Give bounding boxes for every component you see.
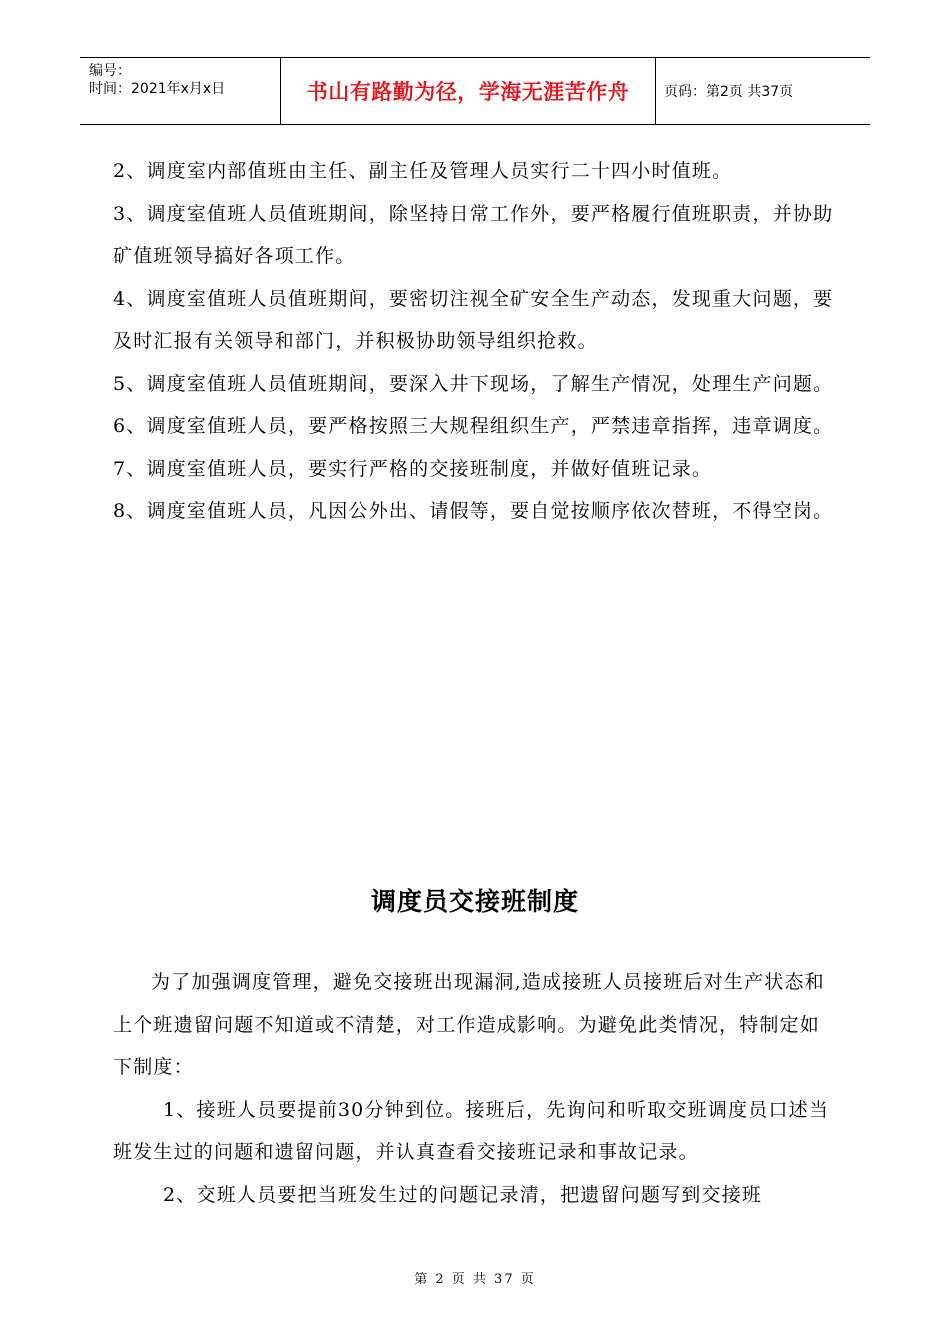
handover-rule-item: 1、接班人员要提前30分钟到位。接班后，先询问和听取交班调度员口述当班发生过的问题和遗留问题，并认真查看交接班记录和事故记录。 — [113, 1098, 830, 1163]
duty-rule-item: 6、调度室值班人员，要严格按照三大规程组织生产，严禁违章指挥，违章调度。 — [113, 415, 834, 437]
handover-intro: 为了加强调度管理，避免交接班出现漏洞,造成接班人员接班后对生产状态和上个班遗留问题不知道或不清楚，对工作造成影响。为避免此类情况，特制定如下制度： — [113, 971, 825, 1078]
document-number-label: 编号： — [89, 63, 131, 79]
duty-rule-item: 7、调度室值班人员，要实行严格的交接班制度，并做好值班记录。 — [113, 457, 713, 480]
header-page-info: 页码：第2页 共37页 — [664, 84, 794, 100]
duty-rule-item: 3、调度室值班人员值班期间，除坚持日常工作外，要严格履行值班职责，并协助矿值班领导搞好各项工作。 — [113, 202, 834, 267]
duty-rule-item: 5、调度室值班人员值班期间，要深入井下现场，了解生产情况，处理生产问题。 — [113, 372, 834, 395]
duty-rule-item: 4、调度室值班人员值班期间，要密切注视全矿安全生产动态，发现重大问题，要及时汇报有关领导和部门，并积极协助领导组织抢救。 — [113, 287, 834, 352]
page-footer: 第 2 页 共 37 页 — [414, 1272, 536, 1287]
section-title: 调度员交接班制度 — [370, 887, 579, 916]
duty-rule-item: 8、调度室值班人员，凡因公外出、请假等，要自觉按顺序依次替班，不得空岗。 — [113, 500, 834, 522]
handover-rule-item: 2、交班人员要把当班发生过的问题记录清，把遗留问题写到交接班 — [163, 1183, 763, 1206]
duty-rules-list — [113, 150, 840, 533]
header-table — [80, 57, 870, 125]
header-motto: 书山有路勤为径，学海无涯苦作舟 — [281, 58, 656, 124]
header-meta-cell — [80, 58, 281, 124]
handover-rules — [113, 961, 840, 1216]
duty-rule-item: 2、调度室内部值班由主任、副主任及管理人员实行二十四小时值班。 — [113, 160, 733, 182]
document-date-label: 时间：2021年x月x日 — [89, 81, 226, 97]
